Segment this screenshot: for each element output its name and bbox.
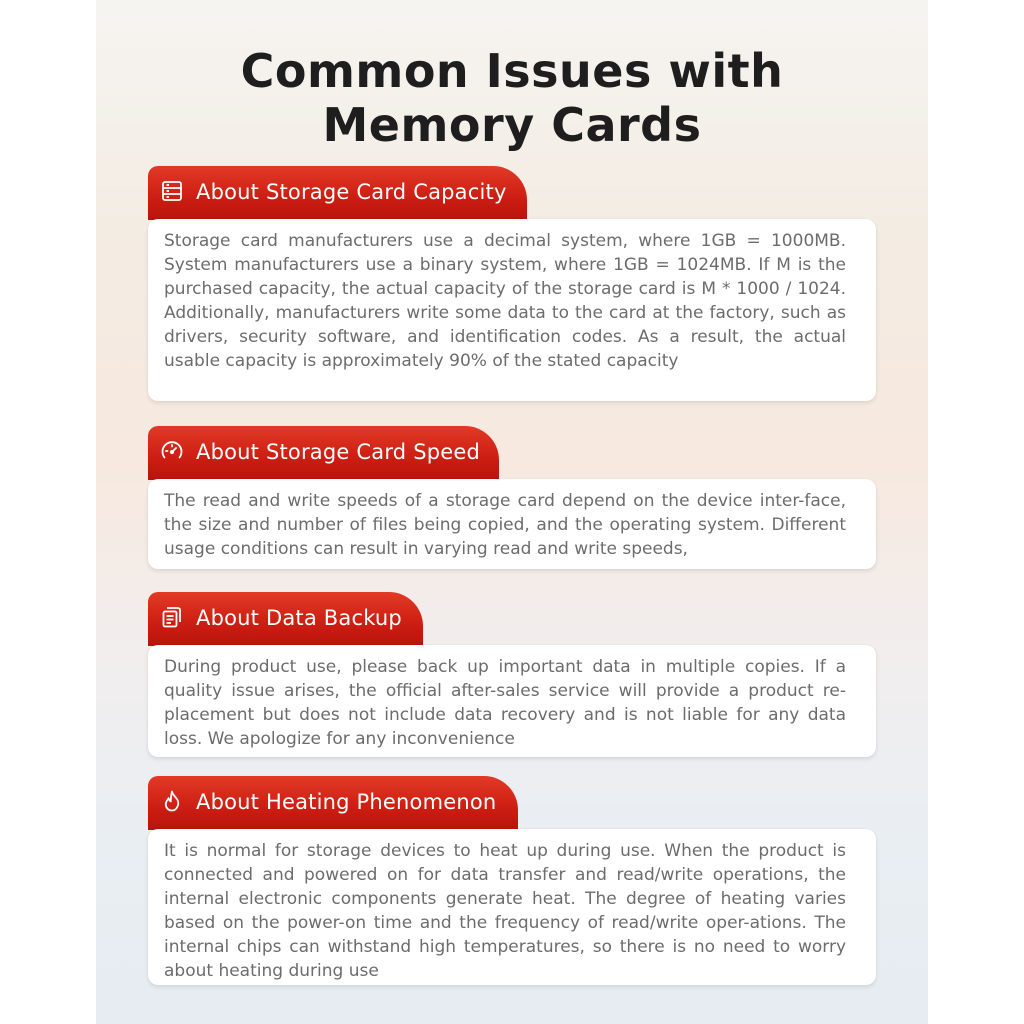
section-speed-header [148, 426, 499, 480]
infographic-page [96, 0, 928, 1024]
section-capacity-body: Storage card manufacturers use a decimal system, where 1GB = 1000MB. System manufacturers use a binary system, where 1GB = 1024MB. If M is the purchased capacity, the actual capacity of the storage card is M * 1000 / 1024. Additionally, manufacturers write some data to the card at the factory, such as drivers, security software, and identification codes. As a result, the actual usable capacity is approximately 90% of the stated capacity [164, 231, 846, 371]
speedometer-icon [160, 439, 184, 463]
section-capacity-card [148, 219, 876, 401]
section-heating-card [148, 829, 876, 985]
section-speed-body: The read and write speeds of a storage card depend on the device inter-face, the size and number of files being copied, and the operating system. Different usage conditions can result in varying read and write speeds, [164, 491, 846, 559]
page-title [96, 44, 928, 152]
section-capacity-header [148, 166, 527, 220]
section-heating-heading: About Heating Phenomenon [196, 790, 497, 814]
section-backup-card [148, 645, 876, 757]
page-title-line-1: Common Issues with [240, 44, 784, 98]
flame-icon [160, 789, 184, 813]
documents-copy-icon [160, 605, 184, 629]
section-heating-body: It is normal for storage devices to heat up during use. When the product is connected and powered on for data transfer and read/write operations, the internal electronic components generate heat. The degree of heating varies based on the power-on time and the frequency of read/write oper-ations. The internal chips can withstand high temperatures, so there is no need to worry about heating during use [164, 841, 846, 981]
section-backup-header [148, 592, 423, 646]
section-backup-heading: About Data Backup [196, 606, 402, 630]
section-speed-card [148, 479, 876, 569]
section-speed-heading: About Storage Card Speed [196, 440, 481, 464]
section-backup-body: During product use, please back up important data in multiple copies. If a quality issue arises, the official after-sales service will provide a product re-placement but does not include data recovery and is not liable for any data loss. We apologize for any inconvenience [164, 657, 846, 749]
section-heating-header [148, 776, 518, 830]
section-capacity-heading: About Storage Card Capacity [196, 180, 507, 204]
page-title-line-2: Memory Cards [322, 98, 702, 152]
storage-stack-icon [160, 179, 184, 203]
